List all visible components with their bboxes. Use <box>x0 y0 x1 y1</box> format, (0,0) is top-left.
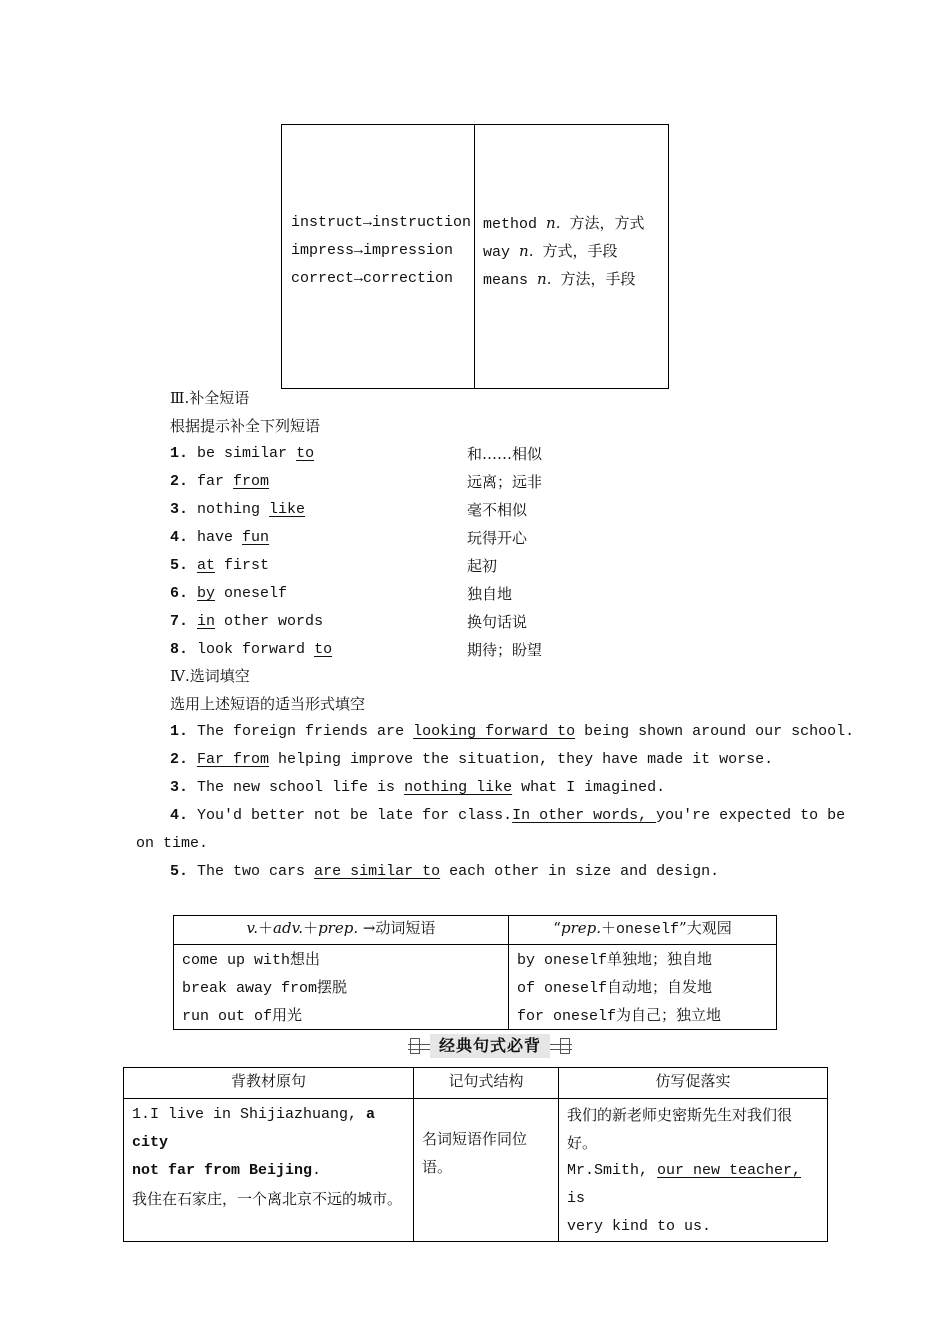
practice-answer-line: Mr.Smith, our new teacher, is very kind to us. <box>567 1162 802 1235</box>
answer-blank: nothing like <box>404 779 513 796</box>
table-header-row <box>124 1068 828 1099</box>
practice-cell <box>559 1099 828 1242</box>
section3-instruction: 根据提示补全下列短语 <box>170 417 321 435</box>
exercise-item: 2. Far from helping improve the situation, they have made it worse. <box>170 751 774 768</box>
phrase-item: 6. by oneself <box>170 585 288 602</box>
answer-blank: looking forward to <box>413 723 576 740</box>
synonym-row: method n. 方法，方式 <box>483 214 645 233</box>
phrase-item: 3. nothing like <box>170 501 306 518</box>
answer-blank: like <box>269 501 306 518</box>
derivation-row: instruct→instruction <box>291 214 472 231</box>
derivation-row: impress→impression <box>291 242 454 259</box>
phrase-item: 8. look forward to <box>170 641 333 658</box>
banner-right-cap <box>560 1038 570 1054</box>
answer-blank: in <box>197 613 216 630</box>
phrase-item: 7. in other words <box>170 613 324 630</box>
word-family-box <box>281 124 669 389</box>
oneself-phrase-cell <box>509 945 777 1030</box>
phrase-meaning: 玩得开心 <box>467 529 528 547</box>
derivation-row: correct→correction <box>291 270 454 287</box>
synonym-row: means n. 方法，手段 <box>483 270 636 289</box>
table-header-cell: 背教材原句 <box>124 1068 414 1099</box>
phrase-item: 2. far from <box>170 473 270 490</box>
list-item: run out of用光 <box>182 1006 303 1025</box>
exercise-item: 5. The two cars are similar to each other in size and design. <box>170 863 720 880</box>
answer-blank: our new teacher, <box>657 1162 802 1179</box>
phrase-meaning: 换句话说 <box>467 613 528 631</box>
original-sentence-cell <box>124 1099 414 1242</box>
phrase-item: 4. have fun <box>170 529 270 546</box>
exercise-item-continuation: on time. <box>136 835 209 852</box>
section-banner <box>408 1034 572 1058</box>
synonym-row: way n. 方式，手段 <box>483 242 618 261</box>
answer-blank: In other words, <box>512 807 657 824</box>
verb-phrase-cell <box>174 945 509 1030</box>
phrase-item: 1. be similar to <box>170 445 315 462</box>
table-row <box>124 1099 828 1242</box>
exercise-item: 3. The new school life is nothing like what I imagined. <box>170 779 666 796</box>
banner-left-cap <box>410 1038 420 1054</box>
table-header-row <box>174 916 777 945</box>
answer-blank: by <box>197 585 216 602</box>
answer-blank: at <box>197 557 216 574</box>
table-row <box>174 945 777 1030</box>
phrase-reference-table <box>173 915 777 1030</box>
banner-title: 经典句式必背 <box>430 1034 550 1058</box>
exercise-item: 4. You'd better not be late for class.In other words, you're expected to be <box>170 807 846 824</box>
section4-instruction: 选用上述短语的适当形式填空 <box>170 695 366 713</box>
answer-blank: to <box>296 445 315 462</box>
phrase-item: 5. at first <box>170 557 270 574</box>
phrase-meaning: 毫不相似 <box>467 501 528 519</box>
section3-heading: Ⅲ.补全短语 <box>170 389 250 407</box>
original-sentence: 1.I live in Shijiazhuang, a city not far from Beijing. <box>132 1106 376 1179</box>
table-header-cell: 记句式结构 <box>414 1068 559 1099</box>
phrase-meaning: 期待；盼望 <box>467 641 543 659</box>
arrow-icon: → <box>354 242 364 259</box>
list-item: of oneself自动地；自发地 <box>517 978 713 997</box>
practice-prompt: 我们的新老师史密斯先生对我们很好。 <box>567 1106 793 1152</box>
synonym-column <box>483 213 645 297</box>
table-header-cell: “prep.＋oneself”大观园 <box>509 916 777 945</box>
list-item: by oneself单独地；独自地 <box>517 950 713 969</box>
answer-blank: to <box>314 641 333 658</box>
table-header-cell: 仿写促落实 <box>559 1068 828 1099</box>
original-translation: 我住在石家庄，一个离北京不远的城市。 <box>132 1190 403 1208</box>
phrase-meaning: 起初 <box>467 557 498 575</box>
section4-heading: Ⅳ.选词填空 <box>170 667 250 685</box>
list-item: break away from摆脱 <box>182 978 348 997</box>
phrase-meaning: 远离；远非 <box>467 473 543 491</box>
column-divider <box>474 125 475 388</box>
phrase-meaning: 和……相似 <box>467 445 543 463</box>
answer-blank: fun <box>242 529 270 546</box>
list-item: come up with想出 <box>182 950 321 969</box>
table-header-cell: v.＋adv.＋prep. →动词短语 <box>174 916 509 945</box>
arrow-icon: → <box>363 214 373 231</box>
list-item: for oneself为自己；独立地 <box>517 1006 722 1025</box>
exercise-item: 1. The foreign friends are looking forward to being shown around our school. <box>170 723 855 740</box>
sentence-pattern-table <box>123 1067 828 1242</box>
answer-blank: are similar to <box>314 863 441 880</box>
arrow-icon: → <box>354 270 364 287</box>
phrase-meaning: 独自地 <box>467 585 513 603</box>
structure-cell: 名词短语作同位语。 <box>414 1099 559 1242</box>
answer-blank: from <box>233 473 270 490</box>
answer-blank: Far from <box>197 751 270 768</box>
derivation-column <box>291 213 471 297</box>
